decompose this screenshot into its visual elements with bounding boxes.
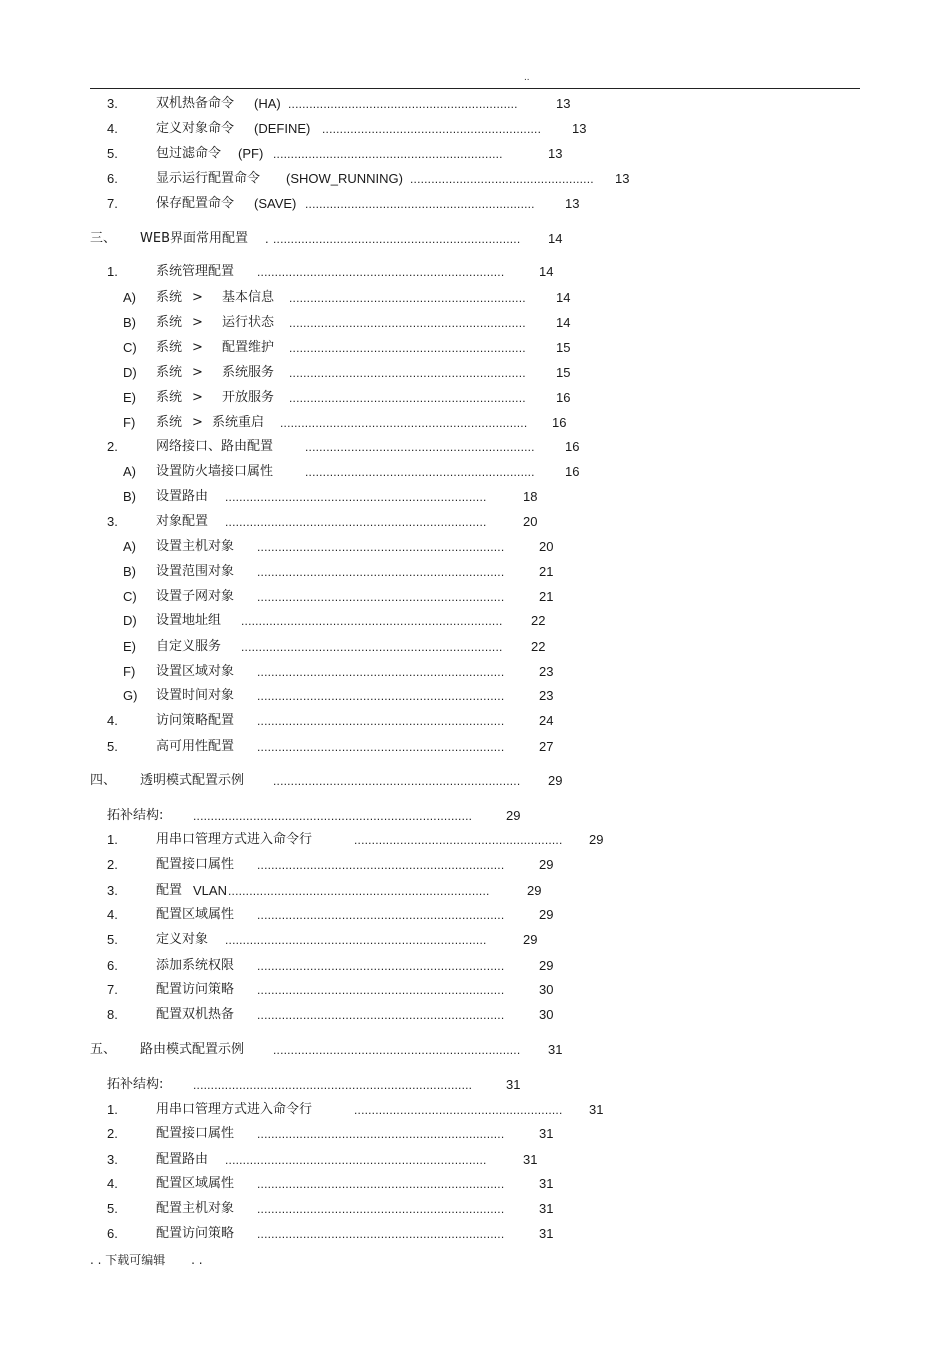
toc-entry-page: 15 <box>556 340 571 355</box>
toc-entry-leader: ...................................................................... <box>257 1202 505 1216</box>
toc-entry-page: 23 <box>539 688 554 703</box>
toc-entry-label: 包过滤命令 <box>156 146 222 161</box>
toc-entry-sublabel: 系统服务 <box>222 365 275 380</box>
toc-entry-command: VLAN <box>193 883 227 898</box>
breadcrumb-separator: > <box>192 415 203 430</box>
toc-entry-page: 31 <box>539 1226 554 1241</box>
toc-entry-leader: ................................................................... <box>289 291 526 305</box>
toc-entry-label: 添加系统权限 <box>156 958 235 973</box>
toc-entry-number: 5. <box>107 1201 118 1216</box>
breadcrumb-separator: > <box>192 340 203 355</box>
toc-entry-leader: .......................................................................... <box>225 933 487 947</box>
toc-entry-page: 31 <box>506 1077 521 1092</box>
toc-entry-page: 16 <box>565 464 580 479</box>
toc-entry-number: C) <box>123 340 137 355</box>
toc-entry-number: A) <box>123 290 136 305</box>
toc-entry-leader: ...................................................................... <box>257 908 505 922</box>
breadcrumb-separator: > <box>192 365 203 380</box>
toc-entry-leader: ...................................................................... <box>257 689 505 703</box>
toc-entry-label: 系统 <box>156 340 183 355</box>
toc-entry-number: 4. <box>107 121 118 136</box>
toc-entry-page: 18 <box>523 489 538 504</box>
toc-entry-number: E) <box>123 390 136 405</box>
toc-entry-label: 系统管理配置 <box>156 264 235 279</box>
toc-entry-label: 配置接口属性 <box>156 1126 235 1141</box>
toc-entry-label: 配置接口属性 <box>156 857 235 872</box>
toc-entry-page: 15 <box>556 365 571 380</box>
toc-entry-page: 29 <box>527 883 542 898</box>
toc-entry-page: 13 <box>565 196 580 211</box>
breadcrumb-separator: > <box>192 390 203 405</box>
toc-entry-extra: . <box>265 231 269 246</box>
toc-entry-number: G) <box>123 688 138 703</box>
toc-entry-label: 拓补结构: <box>107 1077 164 1092</box>
toc-entry-page: 30 <box>539 1007 554 1022</box>
toc-entry-page: 29 <box>548 773 563 788</box>
toc-entry-leader: ...................................................................... <box>257 959 505 973</box>
toc-entry-leader: ................................................................. <box>273 147 503 161</box>
toc-entry-page: 29 <box>589 832 604 847</box>
toc-entry-leader: ...................................................................... <box>273 232 521 246</box>
toc-entry-leader: ................................................................. <box>288 97 518 111</box>
toc-entry-number: 1. <box>107 264 118 279</box>
toc-entry-label: 拓补结构: <box>107 808 164 823</box>
toc-section-label: WEB界面常用配置 <box>140 231 248 246</box>
toc-entry-number: E) <box>123 639 136 654</box>
toc-entry-command: (DEFINE) <box>254 121 311 136</box>
footer-left-text: . . 下载可编辑 <box>90 1253 166 1267</box>
toc-entry-number: 4. <box>107 713 118 728</box>
toc-entry-leader: ................................................................. <box>305 465 535 479</box>
toc-entry-number: C) <box>123 589 137 604</box>
toc-entry-label: 配置访问策略 <box>156 1226 235 1241</box>
toc-entry-label: 配置路由 <box>156 1152 209 1167</box>
toc-entry-page: 13 <box>548 146 563 161</box>
toc-entry-label: 配置 <box>156 883 183 898</box>
toc-entry-page: 20 <box>539 539 554 554</box>
toc-entry-page: 31 <box>589 1102 604 1117</box>
toc-entry-leader: .......................................................................... <box>241 640 503 654</box>
toc-entry-leader: ...................................................................... <box>257 740 505 754</box>
toc-entry-number: 6. <box>107 958 118 973</box>
toc-entry-leader: ...................................................................... <box>257 265 505 279</box>
header-mark: .. <box>524 72 530 83</box>
toc-entry-sublabel: 配置维护 <box>222 340 275 355</box>
toc-entry-leader: ...................................................................... <box>257 1008 505 1022</box>
toc-entry-leader: ...................................................................... <box>257 1227 505 1241</box>
toc-entry-page: 13 <box>615 171 630 186</box>
toc-entry-leader: ............................................................................... <box>193 809 473 823</box>
toc-entry-sublabel: 开放服务 <box>222 390 275 405</box>
toc-entry-label: 配置访问策略 <box>156 982 235 997</box>
toc-entry-leader: ...................................................................... <box>257 565 505 579</box>
toc-entry-page: 16 <box>565 439 580 454</box>
toc-entry-label: 用串口管理方式进入命令行 <box>156 1102 313 1117</box>
toc-entry-leader: ...................................................................... <box>257 858 505 872</box>
toc-entry-label: 设置地址组 <box>156 613 222 628</box>
toc-entry-leader: .......................................................................... <box>225 1153 487 1167</box>
toc-entry-number: 3. <box>107 96 118 111</box>
toc-entry-page: 23 <box>539 664 554 679</box>
footer-right-text: . . <box>191 1253 203 1267</box>
breadcrumb-separator: > <box>192 315 203 330</box>
toc-entry-page: 27 <box>539 739 554 754</box>
toc-entry-number: 8. <box>107 1007 118 1022</box>
toc-entry-leader: ...................................................................... <box>257 983 505 997</box>
toc-entry-leader: ...................................................................... <box>273 774 521 788</box>
toc-entry-command: (PF) <box>238 146 264 161</box>
toc-entry-page: 14 <box>548 231 563 246</box>
toc-entry-page: 31 <box>523 1152 538 1167</box>
toc-entry-label: 设置子网对象 <box>156 589 235 604</box>
toc-entry-label: 配置主机对象 <box>156 1201 235 1216</box>
toc-entry-number: 2. <box>107 439 118 454</box>
toc-entry-number: D) <box>123 613 137 628</box>
toc-entry-number: 4. <box>107 1176 118 1191</box>
toc-entry-label: 定义对象命令 <box>156 121 235 136</box>
toc-entry-page: 31 <box>539 1176 554 1191</box>
toc-entry-number: D) <box>123 365 137 380</box>
toc-entry-command: (HA) <box>254 96 281 111</box>
toc-entry-page: 24 <box>539 713 554 728</box>
toc-entry-page: 29 <box>506 808 521 823</box>
toc-entry-label: 定义对象 <box>156 932 209 947</box>
toc-entry-label: 设置时间对象 <box>156 688 235 703</box>
toc-entry-number: 3. <box>107 1152 118 1167</box>
toc-entry-sublabel: 运行状态 <box>222 315 275 330</box>
toc-entry-label: 系统 <box>156 365 183 380</box>
toc-entry-leader: ................................................................... <box>289 316 526 330</box>
toc-entry-page: 14 <box>556 315 571 330</box>
toc-entry-page: 22 <box>531 639 546 654</box>
toc-entry-number: 3. <box>107 514 118 529</box>
toc-entry-command: (SHOW_RUNNING) <box>286 171 403 186</box>
toc-entry-leader: ...................................................................... <box>257 1177 505 1191</box>
toc-entry-page: 31 <box>539 1126 554 1141</box>
toc-entry-page: 16 <box>552 415 567 430</box>
toc-entry-leader: .......................................................................... <box>225 490 487 504</box>
page-footer <box>90 1251 225 1268</box>
toc-entry-sublabel: 基本信息 <box>222 290 275 305</box>
toc-entry-label: 系统 <box>156 290 183 305</box>
toc-entry-leader: ................................................................. <box>305 440 535 454</box>
toc-entry-number: A) <box>123 539 136 554</box>
toc-entry-number: B) <box>123 564 136 579</box>
toc-entry-leader: .................................................... <box>410 172 594 186</box>
toc-section-label: 透明模式配置示例 <box>140 773 245 788</box>
toc-entry-number: F) <box>123 664 136 679</box>
toc-entry-number: 6. <box>107 171 118 186</box>
toc-entry-label: 配置区域属性 <box>156 907 235 922</box>
toc-section-label: 路由模式配置示例 <box>140 1042 245 1057</box>
toc-entry-leader: ................................................................... <box>289 366 526 380</box>
toc-entry-command: (SAVE) <box>254 196 297 211</box>
toc-entry-leader: ................................................................. <box>305 197 535 211</box>
toc-entry-label: 显示运行配置命令 <box>156 171 261 186</box>
toc-entry-page: 21 <box>539 564 554 579</box>
toc-entry-number: 5. <box>107 146 118 161</box>
toc-entry-number: 7. <box>107 196 118 211</box>
toc-entry-number: 1. <box>107 1102 118 1117</box>
toc-entry-leader: ...................................................................... <box>257 590 505 604</box>
toc-entry-page: 13 <box>556 96 571 111</box>
toc-entry-leader: .......................................................................... <box>241 614 503 628</box>
toc-entry-number: A) <box>123 464 136 479</box>
toc-entry-number: 5. <box>107 932 118 947</box>
toc-entry-number: 3. <box>107 883 118 898</box>
toc-entry-leader: ...................................................................... <box>273 1043 521 1057</box>
breadcrumb-separator: > <box>192 290 203 305</box>
toc-entry-leader: .......................................................................... <box>225 515 487 529</box>
toc-entry-leader: ...................................................................... <box>257 540 505 554</box>
toc-entry-page: 16 <box>556 390 571 405</box>
toc-entry-number: 6. <box>107 1226 118 1241</box>
toc-entry-label: 用串口管理方式进入命令行 <box>156 832 313 847</box>
toc-entry-leader: ............................................................................... <box>193 1078 473 1092</box>
toc-entry-number: 4. <box>107 907 118 922</box>
toc-entry-page: 14 <box>539 264 554 279</box>
toc-entry-page: 31 <box>548 1042 563 1057</box>
toc-entry-page: 14 <box>556 290 571 305</box>
toc-entry-label: 设置路由 <box>156 489 209 504</box>
toc-entry-leader: ................................................................... <box>289 341 526 355</box>
toc-entry-label: 设置主机对象 <box>156 539 235 554</box>
toc-entry-page: 29 <box>523 932 538 947</box>
toc-entry-page: 31 <box>539 1201 554 1216</box>
toc-entry-number: 1. <box>107 832 118 847</box>
toc-entry-leader: ...................................................................... <box>280 416 528 430</box>
toc-entry-label: 系统 <box>156 315 183 330</box>
toc-entry-number: 2. <box>107 857 118 872</box>
toc-entry-sublabel: 系统重启 <box>212 415 265 430</box>
toc-entry-label: 双机热备命令 <box>156 96 235 111</box>
toc-entry-label: 设置防火墙接口属性 <box>156 464 274 479</box>
toc-entry-label: 系统 <box>156 390 183 405</box>
toc-entry-label: 自定义服务 <box>156 639 222 654</box>
toc-section-number: 四、 <box>90 773 117 788</box>
toc-entry-page: 29 <box>539 958 554 973</box>
toc-entry-number: B) <box>123 315 136 330</box>
toc-entry-label: 配置区域属性 <box>156 1176 235 1191</box>
toc-entry-leader: ........................................................... <box>354 1103 563 1117</box>
toc-entry-page: 20 <box>523 514 538 529</box>
toc-entry-number: F) <box>123 415 136 430</box>
toc-entry-leader: .............................................................. <box>322 122 542 136</box>
toc-entry-label: 高可用性配置 <box>156 739 235 754</box>
toc-entry-number: 2. <box>107 1126 118 1141</box>
toc-entry-label: 对象配置 <box>156 514 209 529</box>
toc-entry-leader: ...................................................................... <box>257 665 505 679</box>
toc-entry-page: 29 <box>539 907 554 922</box>
toc-entry-page: 13 <box>572 121 587 136</box>
toc-section-number: 五、 <box>90 1042 117 1057</box>
toc-entry-page: 30 <box>539 982 554 997</box>
toc-entry-leader: .......................................................................... <box>228 884 490 898</box>
toc-entry-page: 22 <box>531 613 546 628</box>
toc-entry-label: 保存配置命令 <box>156 196 235 211</box>
toc-entry-label: 设置区域对象 <box>156 664 235 679</box>
toc-entry-leader: ................................................................... <box>289 391 526 405</box>
toc-section-number: 三、 <box>90 231 117 246</box>
toc-entry-number: B) <box>123 489 136 504</box>
toc-entry-page: 21 <box>539 589 554 604</box>
toc-entry-number: 7. <box>107 982 118 997</box>
toc-entry-leader: ...................................................................... <box>257 1127 505 1141</box>
toc-entry-page: 29 <box>539 857 554 872</box>
toc-entry-label: 访问策略配置 <box>156 713 235 728</box>
toc-entry-label: 设置范围对象 <box>156 564 235 579</box>
toc-entry-label: 系统 <box>156 415 183 430</box>
toc-entry-label: 网络接口、路由配置 <box>156 439 274 454</box>
toc-entry-label: 配置双机热备 <box>156 1007 235 1022</box>
toc-entry-number: 5. <box>107 739 118 754</box>
toc-entry-leader: ........................................................... <box>354 833 563 847</box>
toc-entry-leader: ...................................................................... <box>257 714 505 728</box>
